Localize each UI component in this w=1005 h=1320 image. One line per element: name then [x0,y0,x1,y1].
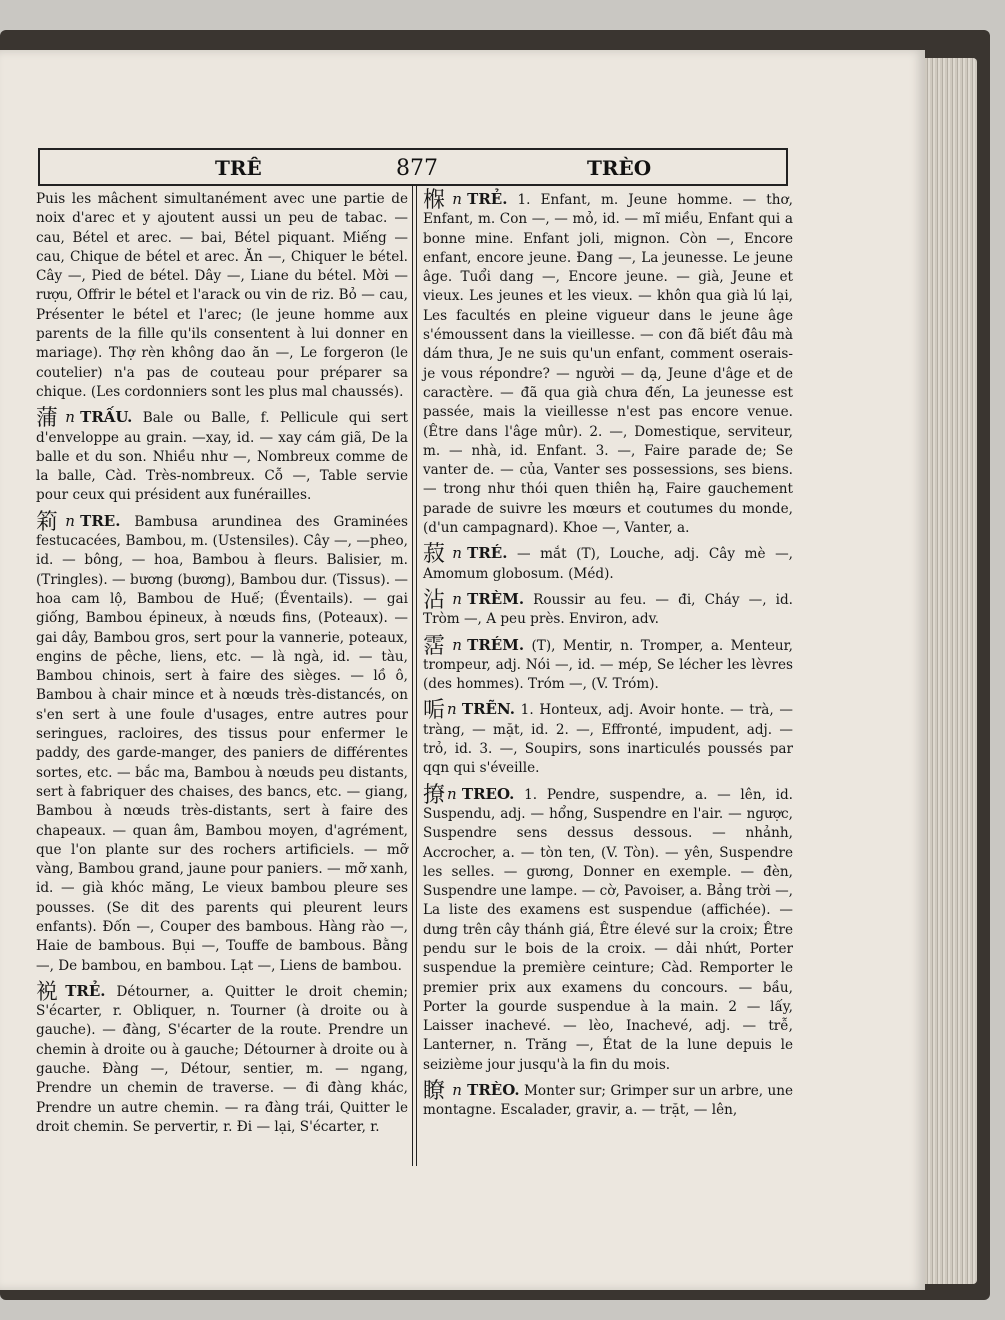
headword-text: TRẼN. [461,700,515,719]
chinese-character: 筣 [36,509,59,535]
part-of-speech: n [452,1081,462,1100]
chinese-character: 瞭 [423,1079,446,1105]
headword-text: TRẺ. [467,190,508,208]
right-column [423,190,793,1127]
entry-text: Bale ou Balle, f. Pellicule qui sert d'enveloppe au grain. —xay, id. — xay cám giã, De la balle et du son. Nhiều như —, Nombreux comme de la balle, Càd. Très-nombreux. Cỗ —, Table servie pour ceux qui président aux funérailles. [36,410,408,504]
left-column [36,190,408,1143]
headword [36,406,133,432]
entry-trau [36,408,408,505]
headword-text: TRÉ. [467,544,508,563]
entry-text: Bambusa arundinea des Graminées festucacées, Bambou, m. (Ustensiles). Cây —, —pheo, id. — bông, — hoa, Bambou à fleurs. Balisier, m. (Tringles). — bương (bương), Bambou dur. (Tissus). — hoa cam lộ, Bambou de Huế; (Éventails). — gai giống, Bambou épineux, à nœuds fins, (Poteaux). — gai dây, Bambou gros, sert pour la vannerie, poteaux, engins de pêche, liens, etc. — là ngà, id. — tàu, Bambou chinois, sert à faire des sièges. — lồ ô, Bambou à chair mince et à nœuds très-distancés, on s'en sert à une foule d'usages, entre autres pour seringues, racloires, des tissus pour enfermer le paddy, des garde-manger, des paniers de différentes sortes, etc. — bắc ma, Bambou à nœuds peu distants, sert à fabriquer des chaises, des bancs, etc. — giang, Bambou à nœuds très-distants, sert à faire des chapeaux. — quan âm, Bambou moyen, d'agrément, que l'on plante sur des rochers artificiels. — mỡ vàng, Bambou grand, jaune pour paniers. — mỡ xanh, id. — già khóc măng, Le vieux bambou pleure ses pousses. (Se dit des parents qui pleurent leurs enfants). Đốn —, Couper des bambous. Hàng rào —, Haie de bambous. Bụi —, Touffe de bambous. Bằng —, De bambou, en bambou. Lạt —, Liens de bambou. [36,513,409,974]
entry-tre-detourner [36,979,408,1137]
chinese-character: 㖃 [423,698,446,724]
headword [423,188,508,213]
chinese-character: 菽 [423,542,446,568]
headword [423,782,515,808]
part-of-speech: n [452,589,462,608]
part-of-speech: n [452,190,462,208]
headword-text: TRE. [80,511,121,530]
entry-text: — mắt (T), Louche, adj. Cây mè —, Amomum globosum. (Méd). [423,546,793,582]
page-number: 877 [396,156,438,181]
entry-text: Détourner, a. Quitter le droit chemin; S'écarter, r. Obliquer, n. Tourner (à droite ou à gauche). — đàng, S'écarter de la route. Prendre un chemin à droite ou à gauche; Détourner à droite ou à gauche. Đàng —, Détour, sentier, m. — ngang, Prendre un chemin de traverse. — đi đàng khác, Prendre un autre chemin. — ra đàng trái, Quitter le droit chemin. Se pervertir, r. Đi — lại, S'écarter, r. [36,983,408,1135]
headword [423,1079,520,1105]
headword-text: TRÉM. [467,635,525,654]
headword [423,587,525,613]
chinese-character: 撩 [423,782,446,808]
page-edges [925,58,977,1284]
entry-text: Puis les mâchent simultanément avec une partie de noix d'arec et y ajoutent aussi un peu de tabac. — cau, Bétel et arec. — bai, Bétel piquant. Miếng — cau, Chique de bétel et arec. Ăn —, Chiquer le bétel. Cây —, Pied de bétel. Dây —, Liane du bétel. Mời — rượu, Offrir le bétel et l'arack ou vin de riz. Bỏ — cau, Présenter le bétel et l'arec; (le jeune homme aux parents de la fille qu'ils consentent à lui donner en mariage). Thợ rèn không dao ăn —, Le forgeron (le coutelier) n'a pas de couteau pour préparer sa chique. (Les cordonniers sont les plus mal chaussés). [36,191,408,400]
entry-tre-louche [423,544,793,584]
entry-text: 1. Enfant, m. Jeune homme. — thơ, Enfant, m. Con —, — mỏ, id. — mĩ miều, Enfant qui a bonne mine. Enfant joli, mignon. Còn —, Encore enfant, encore jeune. Đang —, La jeunesse. Le jeune âge. Tuổi dang —, Encore jeune. — già, Jeune et vieux. Les jeunes et les vieux. — khôn qua già lú lại, Les facultés en pleine vigueur dans le jeune âge s'émoussent dans la vieillesse. — con đã biết đâu mà dám thưa, Je ne suis qu'un enfant, comment oserais-je vous répondre? — người — dạ, Jeune d'âge et de caractère. — đã qua già chưa đến, La jeunesse est passée, mais la vieillesse n'est pas encore venue. (Être dans l'âge mûr). 2. —, Domestique, serviteur, m. — nhà, id. Enfant. 3. —, Faire parade de; Se vanter de. — của, Vanter ses possessions, ses biens. — trong như thói quen thiên hạ, Faire gauchement parade de suivre les mœurs et coutumes du monde, (d'un campagnard). Khoe —, Vanter, a. [423,192,793,537]
entry-text: 1. Pendre, suspendre, a. — lên, id. Suspendu, adj. — hổng, Suspendre en l'air. — ngược, Suspendre sens dessus dessous. — nhảnh, Accrocher, a. — tòn ten, (V. Tòn). — yên, Suspendre les selles. — gương, Donner en exemple. — đèn, Suspendre une lampe. — cờ, Pavoiser, a. Bảng trời —, La liste des examens est suspendue (affichée). — dưng trên cây thánh giá, Être élevé sur la croix; Être pendu sur le bois de la croix. — dải nhứt, Porter suspendue la première ceinture; Càd. Remporter le premier prix aux examens du concours. — bầu, Porter la gourde suspendue à la main. 2 — lấy, Laisser inachevé. — lèo, Inachevé, adj. — trễ, Lanterner, n. Trăng —, État de la lune depuis le seizième jour jusqu'à la fin du mois. [423,786,793,1073]
part-of-speech: n [65,511,75,530]
headword [423,542,508,568]
entry-tre-enfant [423,190,793,538]
entry-trem-roussir [423,587,794,630]
headword [36,979,106,1005]
chinese-character: 椺 [423,188,446,213]
entry-text: 1. Honteux, adj. Avoir honte. — trà, — tràng, — mặt, id. 2. —, Effronté, impudent, adj. — trỏ, id. 3. —, Soupirs, sons inarticulés poussés par qqn qui s'éveille. [423,702,793,777]
part-of-speech: n [452,635,462,654]
headword-text: TREO. [461,784,515,803]
page-header [38,148,788,186]
chinese-character: 裞 [36,979,59,1005]
headword-text: TRẺ. [65,981,106,1000]
headword [423,698,515,724]
entry-trem-mentir [423,633,793,695]
part-of-speech: n [447,700,457,719]
headword-text: TRẤU. [80,408,133,427]
chinese-character: 沾 [423,587,446,613]
column-divider [412,186,417,1166]
part-of-speech: n [452,544,462,563]
chinese-character: 霑 [423,633,446,659]
header-right-word: TRÈO [587,156,652,180]
entry-treo-pendre [423,782,793,1075]
entry-continuation [36,190,408,402]
headword-text: TRÈO. [467,1081,520,1100]
part-of-speech: n [447,784,457,803]
headword [423,633,525,659]
chinese-character: 蒲 [36,406,59,432]
part-of-speech: n [65,408,75,427]
entry-text: Roussir au feu. — đi, Cháy —, id. Tròm —, A peu près. Environ, adv. [423,591,794,628]
entry-treo-monter [423,1081,793,1121]
headword-text: TRÈM. [467,589,525,608]
entry-tren [423,700,793,778]
header-left-word: TRÊ [215,156,262,180]
entry-tre-bambou [36,509,409,976]
entry-text: (T), Mentir, n. Tromper, a. Menteur, trompeur, adj. Nói —, id. — mép, Se lécher les lèvres (des hommes). Tróm —, (V. Tróm). [423,637,793,693]
headword [36,509,121,535]
entry-text: Monter sur; Grimper sur un arbre, une montagne. Escalader, gravir, a. — trặt, — lên, [423,1083,793,1119]
